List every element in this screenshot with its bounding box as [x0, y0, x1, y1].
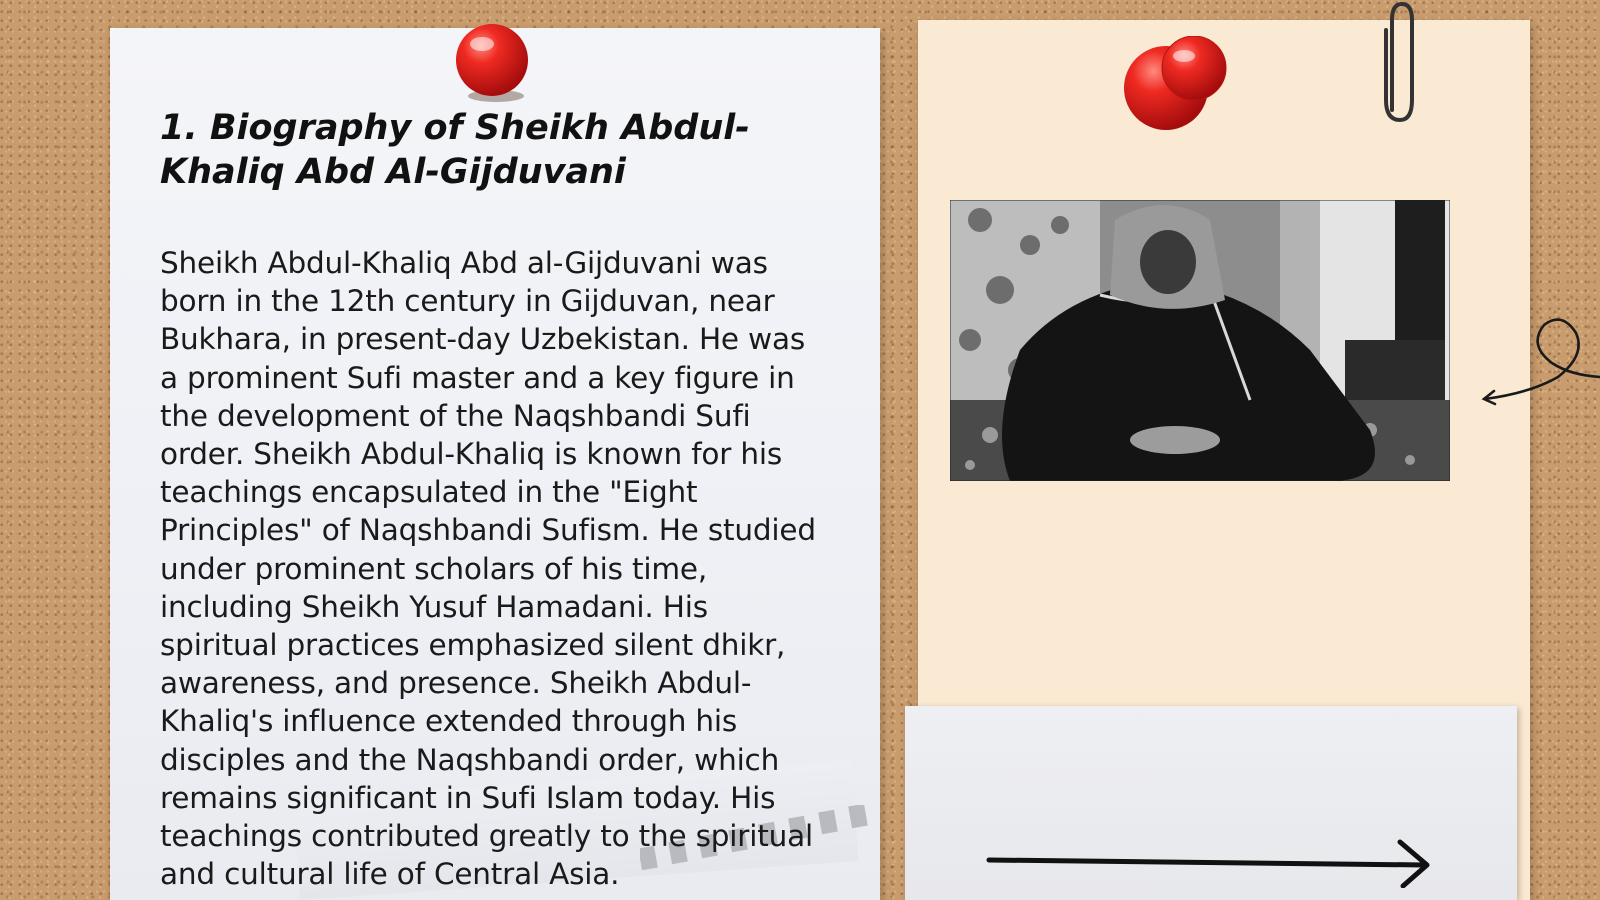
black-and-white-portrait-photo — [950, 200, 1450, 481]
portrait-photo — [950, 200, 1450, 481]
biography-text: Sheikh Abdul-Khaliq Abd al-Gijduvani was born in the 12th century in Gijduvan, near Bukhara, in present-day Uzbekistan. He was a prominent Sufi master and a key figure in the development of the Naqshbandi Sufi order. Sheikh Abdul-Khaliq is known for his teachings encapsulated in the "Eight Principles" of Naqshbandi Sufism. He studied under prominent scholars of his time, including Sheikh Yusuf Hamadani. His spiritual practices emphasized silent dhikr, awareness, and presence. Sheikh Abdul- Khaliq's influence extended through his disciples and the Naqshbandi order, which remains significant in Sufi Islam today. His teachings contributed greatly to the spiritual and cultural life of Central Asia. — [160, 246, 816, 892]
push-pin-icon — [452, 20, 536, 104]
page-title: 1. Biography of Sheikh Abdul-Khaliq Abd Al-Gijduvani — [160, 108, 750, 192]
right-arrow-icon — [985, 838, 1445, 888]
push-pin-icon — [1122, 36, 1242, 136]
paperclip-icon — [1378, 0, 1422, 126]
loop-arrow-doodle-icon — [1480, 315, 1600, 410]
